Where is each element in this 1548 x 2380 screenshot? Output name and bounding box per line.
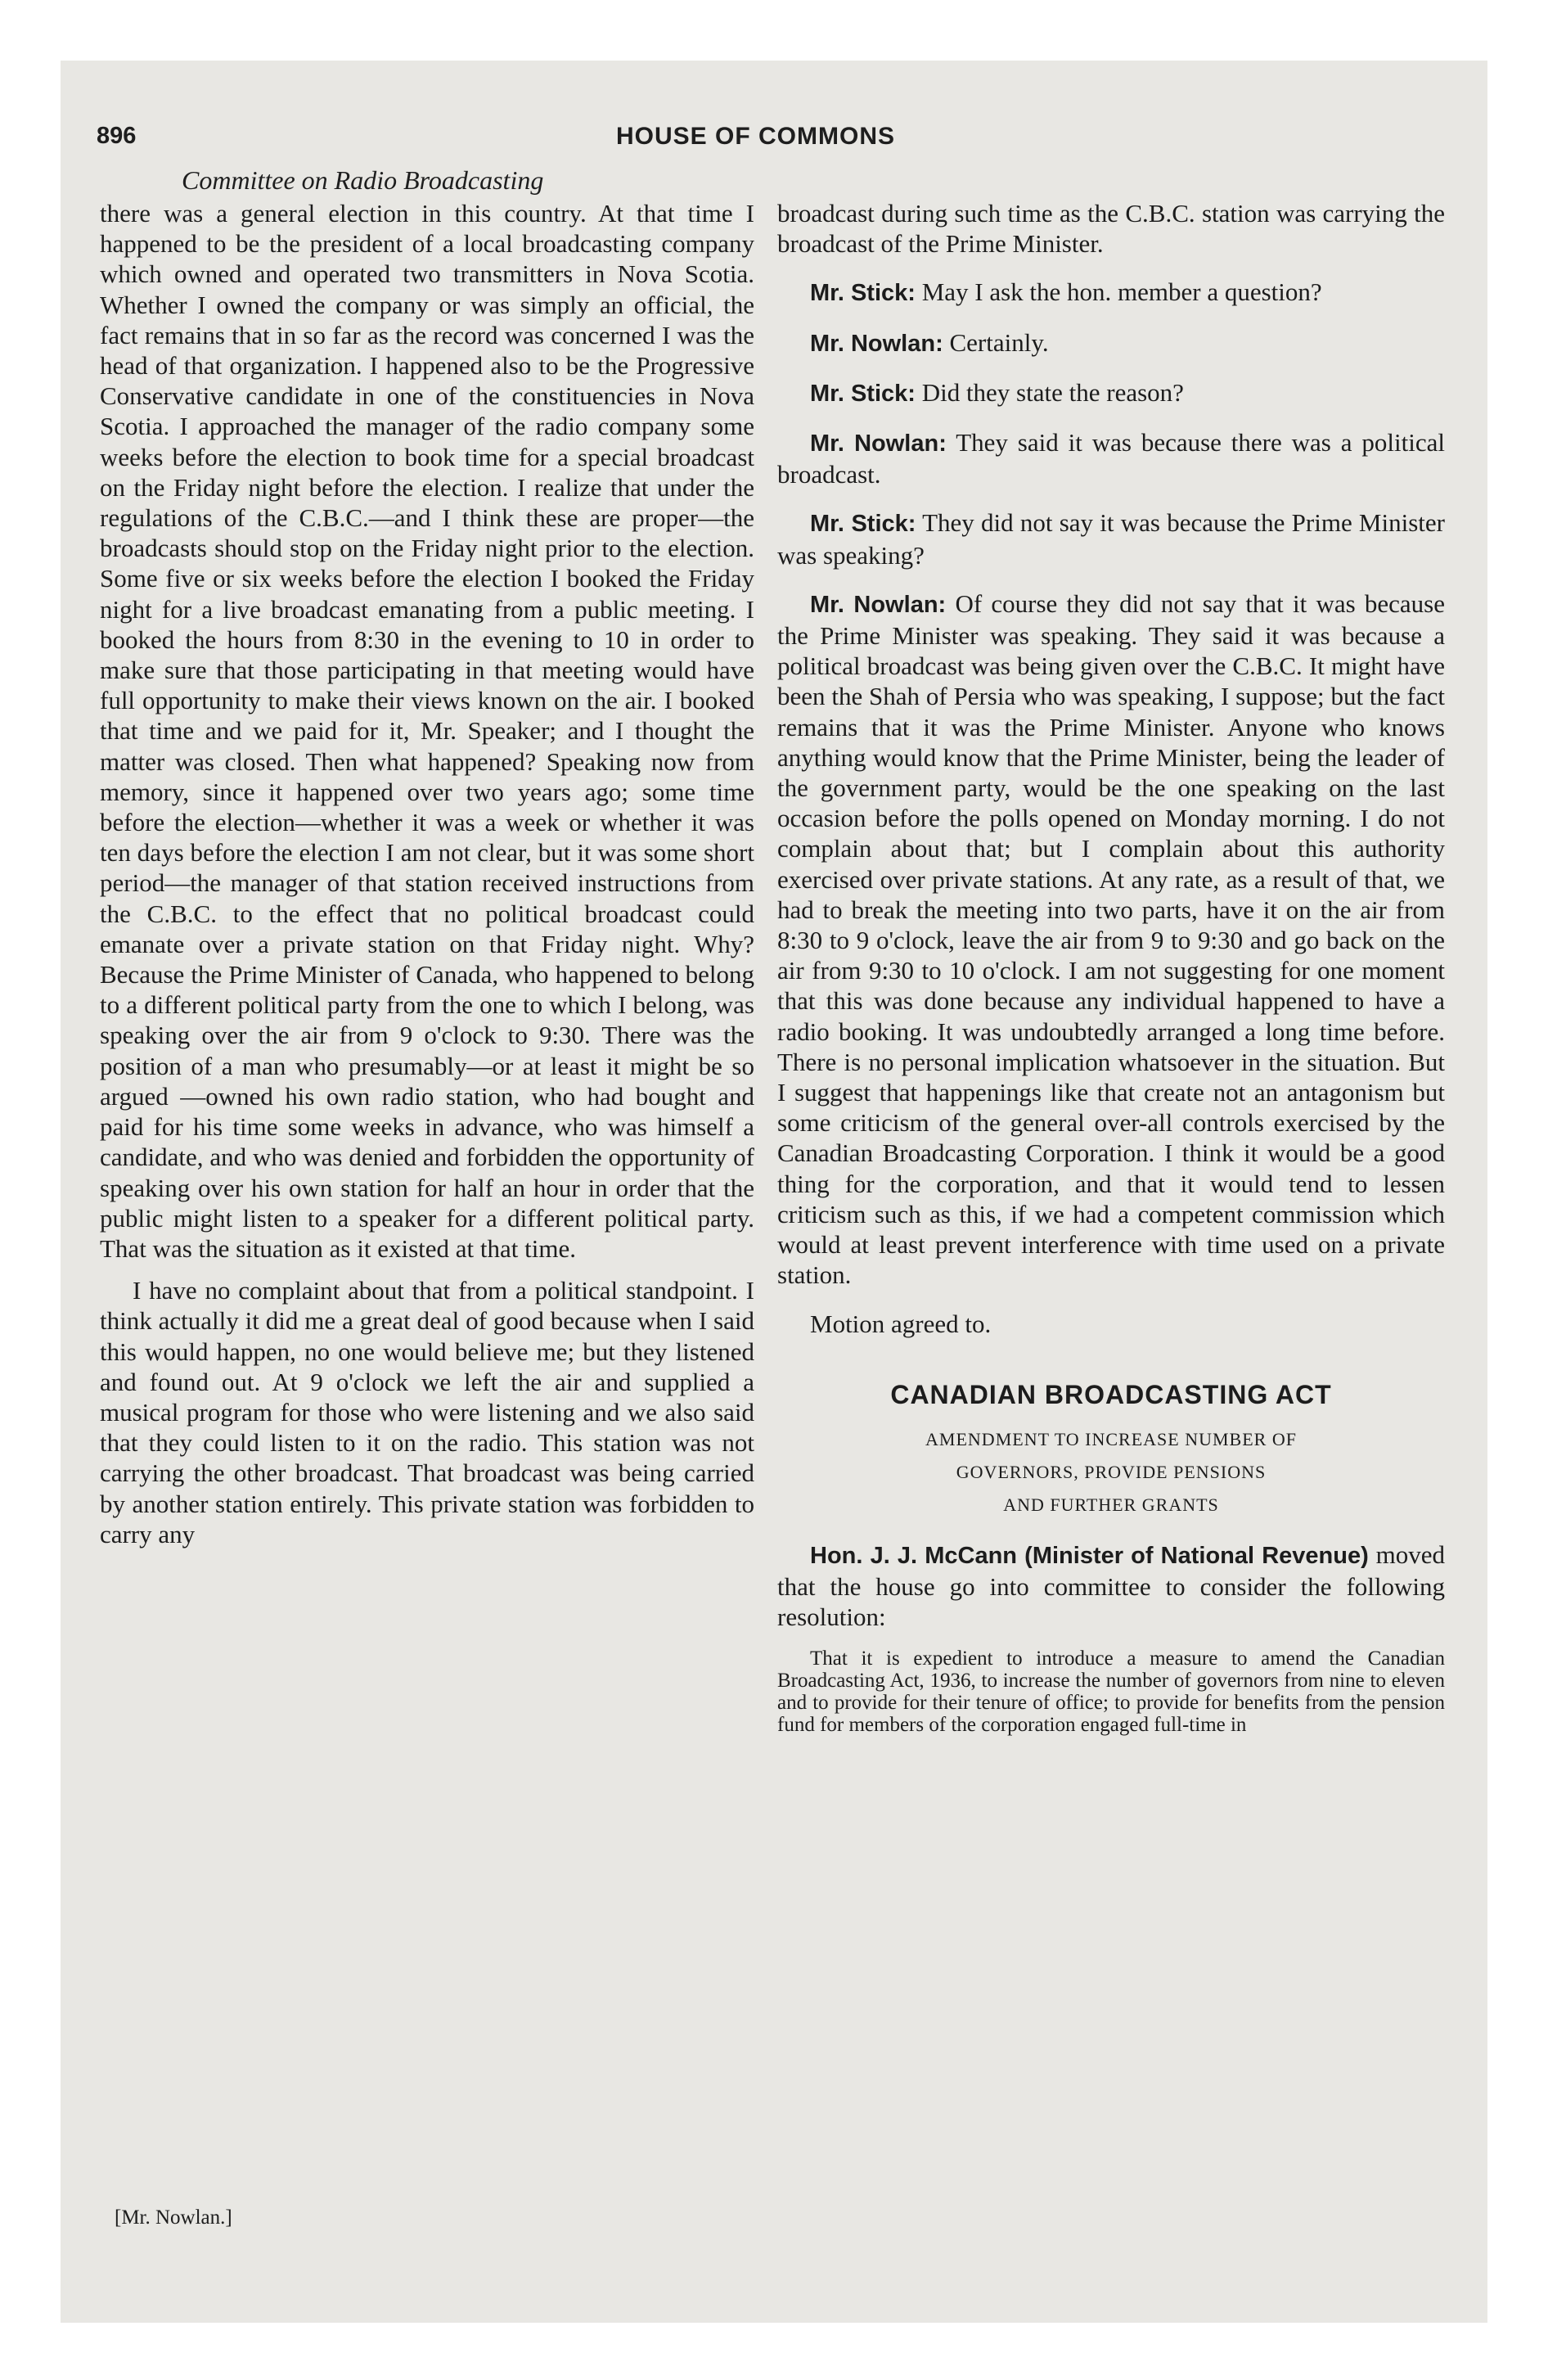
mover-name: Hon. J. J. McCann (Minister of National Revenue)	[810, 1542, 1369, 1569]
right-column	[777, 198, 1445, 1736]
speaker-name: Mr. Nowlan:	[810, 430, 947, 458]
motion-line: Motion agreed to.	[810, 1309, 992, 1338]
exchange-1	[777, 277, 1445, 309]
speaker-name: Mr. Stick:	[810, 380, 916, 407]
right-paragraph-1: broadcast during such time as the C.B.C. station was carrying the broadcast of the Prime Minister.	[777, 199, 1445, 259]
speech-text: They said it was because there was a political broadcast.	[777, 428, 1445, 489]
speaker-footnote: [Mr. Nowlan.]	[115, 2206, 232, 2229]
exchange-3	[777, 377, 1445, 409]
section-subtitle	[777, 1423, 1445, 1521]
left-column	[100, 198, 754, 1549]
speech-text: May I ask the hon. member a question?	[921, 277, 1322, 307]
left-paragraph-2: I have no complaint about that from a political standpoint. I think actually it did me a great deal of good because when I said this would happen, no one would believe me; but they listened and found out. At 9 o'clock we left the air and supplied a musical program for those who were listening and we also said that they could listen to it on the radio. This station was not carrying the other broadcast. That broadcast was being carried by another station entirely. This private station was forbidden to carry any	[100, 1276, 754, 1548]
section-subtitle-line: AND FURTHER GRANTS	[1003, 1494, 1219, 1515]
section-subhead: Committee on Radio Broadcasting	[182, 165, 544, 195]
speaker-name: Mr. Nowlan:	[810, 330, 943, 357]
speech-text: Of course they did not say that it was because the Prime Minister was speaking. They said it was because a political broadcast was being given over the C.B.C. It might have been the Shah of Persia who was speaking, I suppose; but the fact remains that it was the Prime Minister. Anyone who knows anything would know that the Prime Minister, being the leader of the government party, would be the one speaking on the last occasion before the polls opened on Monday morning. I do not complain about that; but I complain about this authority exercised over private stations. At any rate, as a result of that, we had to break the meeting into two parts, have it on the air from 8:30 to 9 o'clock, leave the air from 9 to 9:30 and go back on the air from 9:30 to 10 o'clock. I am not suggesting for one moment that this was done because any individual happened to have a radio booking. It was undoubtedly arranged a long time before. There is no personal implication whatsoever in the situation. But I suggest that happenings like that create not an antagonism but some criticism of the general over-all controls exercised by the Canadian Broadcasting Corporation. I think it would be a good thing for the corporation, and that it would tend to lessen criticism such as this, if we had a competent commission which would at least prevent interference with time used on a private station.	[777, 588, 1446, 1290]
section-title: CANADIAN BROADCASTING ACT	[890, 1379, 1332, 1409]
section-subtitle-line: GOVERNORS, PROVIDE PENSIONS	[956, 1461, 1267, 1482]
section-subtitle-line: AMENDMENT TO INCREASE NUMBER OF	[925, 1428, 1297, 1449]
exchange-5	[777, 507, 1445, 570]
running-title: HOUSE OF COMMONS	[616, 123, 896, 150]
exchange-4	[777, 427, 1445, 489]
page-number: 896	[97, 123, 137, 149]
exchange-2	[777, 327, 1445, 359]
speech-text: They did not say it was because the Prime Minister was speaking?	[777, 508, 1445, 570]
document-page	[61, 61, 1487, 2323]
speaker-name: Mr. Nowlan:	[810, 591, 947, 618]
speaker-name: Mr. Stick:	[810, 280, 916, 307]
resolution-text: That it is expedient to introduce a measure to amend the Canadian Broadcasting Act, 1936, to increase the number of governors from nine to eleven and to provide for their tenure of office; to provide for benefits from the pension fund for members of the corporation engaged full-time in	[777, 1647, 1445, 1736]
page-header	[97, 123, 1471, 156]
speech-text: Did they state the reason?	[921, 377, 1184, 407]
speech-text: Certainly.	[949, 327, 1049, 357]
left-paragraph-1: there was a general election in this country. At that time I happened to be the president of a local broadcasting company which owned and operated two transmitters in Nova Scotia. Whether I owned the company or was simply an official, the fact remains that in so far as the record was concerned I was the head of that organization. I happened also to be the Progressive Conservative candidate in one of the constituencies in Nova Scotia. I approached the manager of the radio company some weeks before the election to book time for a special broadcast on the Friday night before the election. I realize that under the regulations of the C.B.C.—and I think these are proper—the broadcasts should stop on the Friday night prior to the election. Some five or six weeks before the election I booked the Friday night for a live broadcast emanating from a public meeting. I booked the hours from 8:30 in the evening to 10 in order to make sure that those participating in that meeting would have full opportunity to make their views known on the air. I booked that time and we paid for it, Mr. Speaker; and I thought the matter was closed. Then what happened? Speaking now from memory, since it happened over two years ago; some time before the election—whether it was a week or whether it was ten days before the election I am not clear, but it was some short period—the manager of that station received instructions from the C.B.C. to the effect that no political broadcast could emanate over a private station on that Friday night. Why? Because the Prime Minister of Canada, who happened to belong to a different political party from the one to which I belong, was speaking over the air from 9 o'clock to 9:30. There was the position of a man who presumably—or at least it might be so argued —owned his own radio station, who had bought and paid for his time some weeks in advance, who was himself a candidate, and who was denied and forbidden the opportunity of speaking over his own station for half an hour in order that the public might listen to a speaker for a different political party. That was the situation as it existed at that time.	[100, 199, 754, 1263]
mover-text: moved that the house go into committee to consider the following resolution:	[777, 1539, 1445, 1632]
motion-paragraph	[777, 1539, 1445, 1633]
exchange-6	[777, 588, 1445, 1291]
speaker-name: Mr. Stick:	[810, 511, 916, 538]
